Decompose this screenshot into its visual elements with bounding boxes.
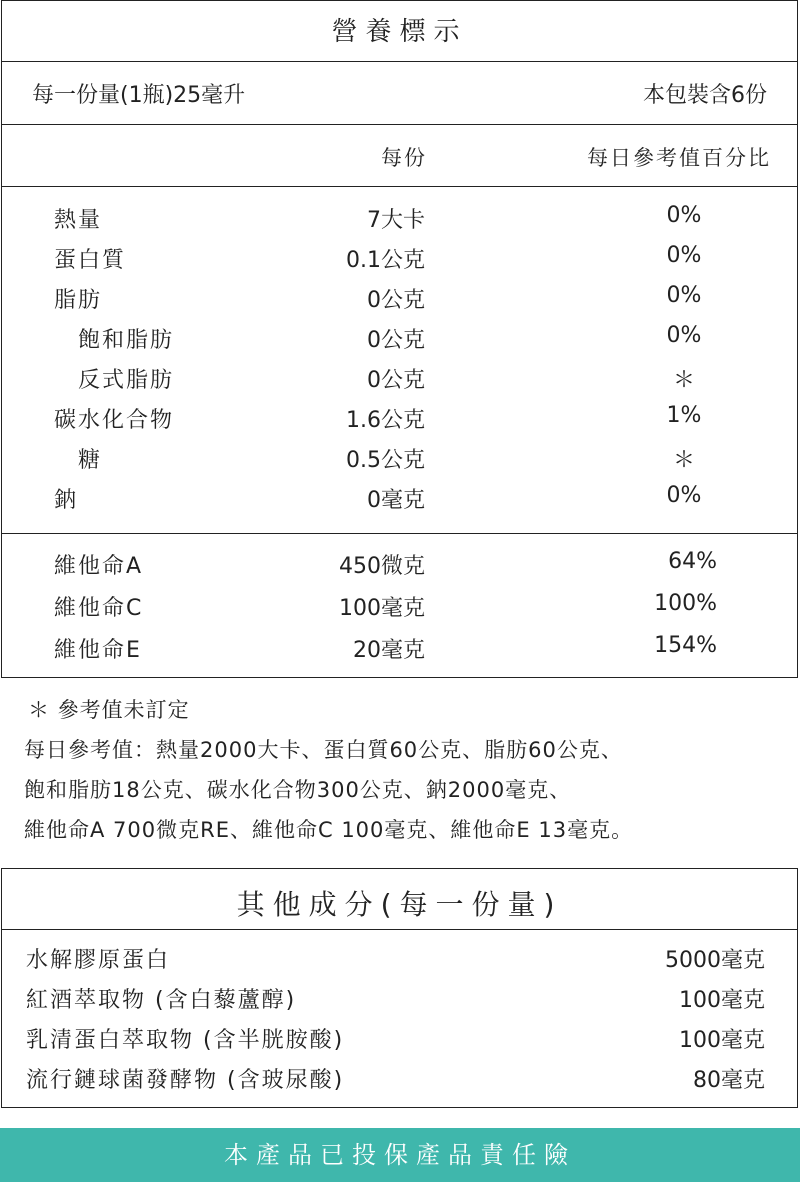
nutrient-row [2,363,797,403]
ingredient-row [2,943,797,983]
nutrient-percent: 0% [666,483,702,508]
ingredient-amount: 100毫克 [679,988,765,1013]
nutrient-row [2,403,797,443]
footnote-daily-reference-line: 維他命A 700微克RE、維他命C 100毫克、維他命E 13毫克。 [24,818,634,842]
nutrient-name: 脂肪 [54,288,103,313]
nutrient-amount: 7大卡 [367,208,425,233]
vitamin-row [2,633,797,673]
vitamin-amount: 100毫克 [339,596,425,621]
divider [2,124,797,125]
insurance-banner: 本產品已投保產品責任險 [0,1128,800,1182]
vitamin-amount: 450微克 [339,554,425,579]
divider [2,61,797,62]
nutrient-name: 反式脂肪 [78,368,175,393]
ingredient-row [2,1023,797,1063]
other-ingredients-table [1,868,798,1108]
nutrient-percent: 0% [666,323,702,348]
column-header-daily-value: 每日參考值百分比 [587,146,771,170]
ingredient-row [2,983,797,1023]
nutrient-percent: ＊ [672,448,695,473]
vitamin-row [2,549,797,589]
vitamin-name: 維他命A [54,554,144,579]
vitamin-name: 維他命C [54,596,144,621]
nutrient-amount: 0.5公克 [346,448,425,473]
nutrient-percent: 0% [666,283,702,308]
nutrient-name: 熱量 [54,208,103,233]
vitamin-percent: 64% [668,549,717,574]
nutrient-percent: 1% [666,403,702,428]
ingredient-row [2,1063,797,1103]
footnote-daily-reference-line: 每日參考值：熱量2000大卡、蛋白質60公克、脂肪60公克、 [24,738,623,762]
nutrient-name: 蛋白質 [54,248,127,273]
ingredient-name: 乳清蛋白萃取物 (含半胱胺酸) [26,1028,345,1053]
other-ingredients-title: 其他成分(每一份量) [236,888,563,921]
nutrient-row [2,443,797,483]
nutrient-amount: 0公克 [367,288,425,313]
column-header-per-serving: 每份 [381,146,427,170]
nutrient-percent: 0% [666,203,702,228]
nutrient-row [2,483,797,523]
nutrient-percent: ＊ [672,368,695,393]
nutrient-name: 碳水化合物 [54,408,175,433]
footnote-not-set: ＊ 參考值未訂定 [28,698,190,722]
nutrient-amount: 1.6公克 [346,408,425,433]
nutrient-name: 糖 [78,448,103,473]
nutrient-amount: 0公克 [367,328,425,353]
serving-size: 每一份量(1瓶)25毫升 [32,83,246,108]
divider [2,533,797,534]
nutrient-row [2,323,797,363]
nutrient-row [2,243,797,283]
divider [2,929,797,930]
servings-per-package: 本包裝含6份 [643,83,767,108]
vitamin-amount: 20毫克 [353,638,425,663]
ingredient-amount: 100毫克 [679,1028,765,1053]
nutrient-name: 鈉 [54,488,79,513]
vitamin-name: 維他命E [54,638,142,663]
ingredient-amount: 80毫克 [693,1068,765,1093]
divider [2,186,797,187]
nutrient-amount: 0公克 [367,368,425,393]
nutrient-row [2,203,797,243]
vitamin-row [2,591,797,631]
nutrition-title: 營養標示 [331,17,468,47]
footnotes [24,690,633,850]
nutrient-amount: 0.1公克 [346,248,425,273]
nutrition-facts-table [1,0,798,678]
ingredient-name: 水解膠原蛋白 [26,948,171,973]
nutrient-row [2,283,797,323]
vitamin-percent: 100% [654,591,717,616]
vitamin-percent: 154% [654,633,717,658]
ingredient-name: 紅酒萃取物 (含白藜蘆醇) [26,988,297,1013]
nutrient-amount: 0毫克 [367,488,425,513]
footnote-daily-reference-line: 飽和脂肪18公克、碳水化合物300公克、鈉2000毫克、 [24,778,572,802]
ingredient-name: 流行鏈球菌發酵物 (含玻尿酸) [26,1068,345,1093]
nutrient-name: 飽和脂肪 [78,328,175,353]
ingredient-amount: 5000毫克 [665,948,765,973]
nutrient-percent: 0% [666,243,702,268]
